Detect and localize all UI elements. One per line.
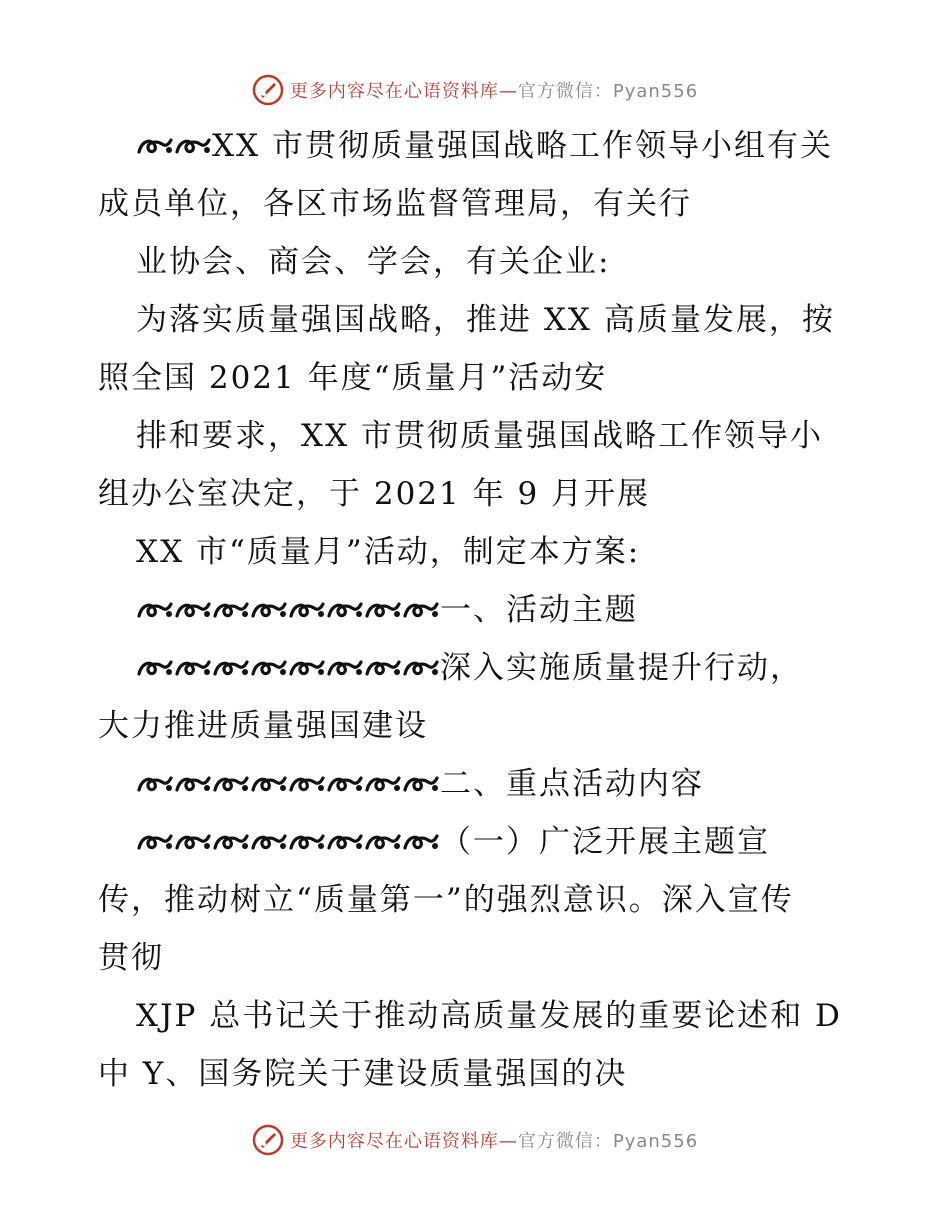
body-line xyxy=(98,474,650,514)
pen-nib-circle-icon xyxy=(252,74,284,106)
swirl-ornament-icon xyxy=(136,830,174,854)
swirl-ornament-icon xyxy=(288,598,326,622)
body-line xyxy=(98,706,428,746)
body-line xyxy=(98,938,164,978)
watermark-text xyxy=(290,1127,698,1153)
swirl-ornament-icon xyxy=(288,772,326,796)
body-line xyxy=(136,126,833,166)
swirl-ornament-icon xyxy=(250,656,288,680)
line-text: 成员单位，各区市场监督管理局，有关行 xyxy=(98,186,692,222)
ornament-row xyxy=(136,650,440,686)
swirl-ornament-icon xyxy=(212,656,250,680)
swirl-ornament-icon xyxy=(174,772,212,796)
swirl-ornament-icon xyxy=(288,830,326,854)
line-text: 一、活动主题 xyxy=(440,592,638,628)
swirl-ornament-icon xyxy=(326,656,364,680)
swirl-ornament-icon xyxy=(326,598,364,622)
swirl-ornament-icon xyxy=(364,772,402,796)
line-text: 大力推进质量强国建设 xyxy=(98,708,428,744)
line-text: （一）广泛开展主题宣 xyxy=(440,824,770,860)
ornament-row xyxy=(136,824,440,860)
swirl-ornament-icon xyxy=(212,772,250,796)
watermark-header xyxy=(0,72,950,108)
swirl-ornament-icon xyxy=(402,830,440,854)
line-text: 组办公室决定，于 2021 年 9 月开展 xyxy=(98,476,651,512)
line-text: 排和要求，XX 市贯彻质量强国战略工作领导小 xyxy=(136,418,823,454)
body-line xyxy=(136,822,770,862)
line-text: 中 Y、国务院关于建设质量强国的决 xyxy=(98,1056,628,1092)
body-line xyxy=(136,300,835,340)
line-text: 深入实施质量提升行动， xyxy=(440,650,803,686)
body-line xyxy=(136,242,610,282)
swirl-ornament-icon xyxy=(326,772,364,796)
line-text: 二、重点活动内容 xyxy=(440,766,704,802)
watermark-text-red: 更多内容尽在心语资料库— xyxy=(289,1131,518,1152)
watermark-footer xyxy=(0,1122,950,1158)
swirl-ornament-icon xyxy=(174,598,212,622)
swirl-ornament-icon xyxy=(250,830,288,854)
swirl-ornament-icon xyxy=(174,134,212,158)
watermark-text-gray: 官方微信：Pyan556 xyxy=(517,1131,699,1152)
watermark-text-red: 更多内容尽在心语资料库— xyxy=(289,81,518,102)
watermark-text-gray: 官方微信：Pyan556 xyxy=(517,81,699,102)
line-text: 业协会、商会、学会，有关企业: xyxy=(136,244,611,280)
ornament-row xyxy=(136,766,440,802)
line-text: 贯彻 xyxy=(98,940,164,976)
swirl-ornament-icon xyxy=(364,656,402,680)
swirl-ornament-icon xyxy=(136,772,174,796)
body-line xyxy=(136,416,823,456)
swirl-ornament-icon xyxy=(288,656,326,680)
pen-nib-circle-icon xyxy=(252,1124,284,1156)
body-line xyxy=(98,184,692,224)
swirl-ornament-icon xyxy=(250,772,288,796)
line-text: XJP 总书记关于推动高质量发展的重要论述和 D xyxy=(136,998,842,1034)
line-text: XX 市“质量月”活动，制定本方案: xyxy=(136,534,641,570)
swirl-ornament-icon xyxy=(326,830,364,854)
body-line xyxy=(136,532,640,572)
section-heading xyxy=(136,764,704,804)
body-line xyxy=(98,358,607,398)
swirl-ornament-icon xyxy=(174,830,212,854)
swirl-ornament-icon xyxy=(250,598,288,622)
body-line xyxy=(136,648,803,688)
swirl-ornament-icon xyxy=(364,830,402,854)
line-text: 为落实质量强国战略，推进 XX 高质量发展，按 xyxy=(136,302,835,338)
line-text: 照全国 2021 年度“质量月”活动安 xyxy=(98,360,608,396)
swirl-ornament-icon xyxy=(402,656,440,680)
section-heading xyxy=(136,590,638,630)
swirl-ornament-icon xyxy=(364,598,402,622)
swirl-ornament-icon xyxy=(212,598,250,622)
swirl-ornament-icon xyxy=(136,598,174,622)
body-line xyxy=(98,1054,627,1094)
watermark-text xyxy=(290,77,698,103)
line-text: 传，推动树立“质量第一”的强烈意识。深入宣传 xyxy=(98,882,794,918)
swirl-ornament-icon xyxy=(136,134,174,158)
ornament-row xyxy=(136,592,440,628)
body-line xyxy=(136,996,842,1036)
swirl-ornament-icon xyxy=(136,656,174,680)
line-text: XX 市贯彻质量强国战略工作领导小组有关 xyxy=(212,128,833,164)
body-line xyxy=(98,880,794,920)
swirl-ornament-icon xyxy=(212,830,250,854)
swirl-ornament-icon xyxy=(174,656,212,680)
swirl-ornament-icon xyxy=(402,772,440,796)
swirl-ornament-icon xyxy=(402,598,440,622)
